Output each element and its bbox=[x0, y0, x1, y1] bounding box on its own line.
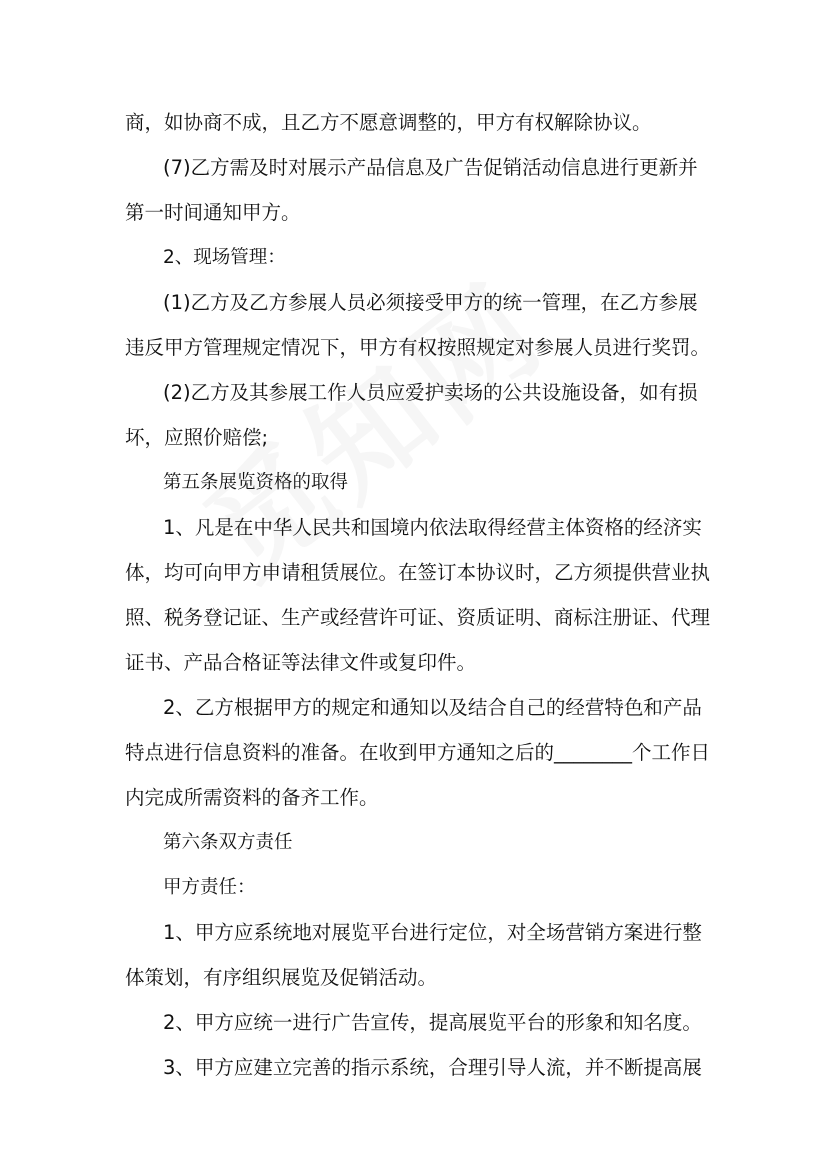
article-heading: 第五条展览资格的取得 bbox=[163, 472, 349, 493]
paragraph-line: 体策划，有序组织展览及促销活动。 bbox=[125, 966, 438, 989]
paragraph-line: 体，均可向甲方申请租赁展位。在签订本协议时，乙方须提供营业执 bbox=[125, 561, 711, 584]
section-subheading: 2、现场管理： bbox=[163, 247, 286, 268]
paragraph-line: 商，如协商不成，且乙方不愿意调整的，甲方有权解除协议。 bbox=[125, 111, 652, 134]
paragraph-line: 证书、产品合格证等法律文件或复印件。 bbox=[125, 651, 477, 674]
paragraph-line: 违反甲方管理规定情况下，甲方有权按照规定对参展人员进行奖罚。 bbox=[125, 336, 711, 359]
article-heading: 第六条双方责任 bbox=[163, 832, 293, 853]
paragraph-line: (1)乙方及乙方参展人员必须接受甲方的统一管理，在乙方参展 bbox=[163, 291, 698, 314]
paragraph-line: (2)乙方及其参展工作人员应爱护卖场的公共设施设备，如有损 bbox=[163, 381, 698, 404]
paragraph-line: 1、甲方应系统地对展览平台进行定位，对全场营销方案进行整 bbox=[163, 921, 702, 944]
section-subheading: 甲方责任： bbox=[163, 877, 256, 898]
paragraph-line: 特点进行信息资料的准备。在收到甲方通知之后的________个工作日 bbox=[125, 741, 711, 764]
paragraph-line: 2、乙方根据甲方的规定和通知以及结合自己的经营特色和产品 bbox=[163, 696, 702, 719]
paragraph-line: 内完成所需资料的备齐工作。 bbox=[125, 786, 379, 809]
paragraph-line: 第一时间通知甲方。 bbox=[125, 201, 301, 224]
paragraph-line: 3、甲方应建立完善的指示系统，合理引导人流，并不断提高展 bbox=[163, 1056, 702, 1079]
document-body bbox=[125, 100, 715, 1090]
paragraph-line: 2、甲方应统一进行广告宣传，提高展览平台的形象和知名度。 bbox=[163, 1011, 702, 1034]
paragraph-line: 照、税务登记证、生产或经营许可证、资质证明、商标注册证、代理 bbox=[125, 606, 711, 629]
paragraph-line: 坏，应照价赔偿; bbox=[125, 426, 269, 449]
paragraph-line: 1、凡是在中华人民共和国境内依法取得经营主体资格的经济实 bbox=[163, 516, 702, 539]
paragraph-line: (7)乙方需及时对展示产品信息及广告促销活动信息进行更新并 bbox=[163, 156, 698, 179]
